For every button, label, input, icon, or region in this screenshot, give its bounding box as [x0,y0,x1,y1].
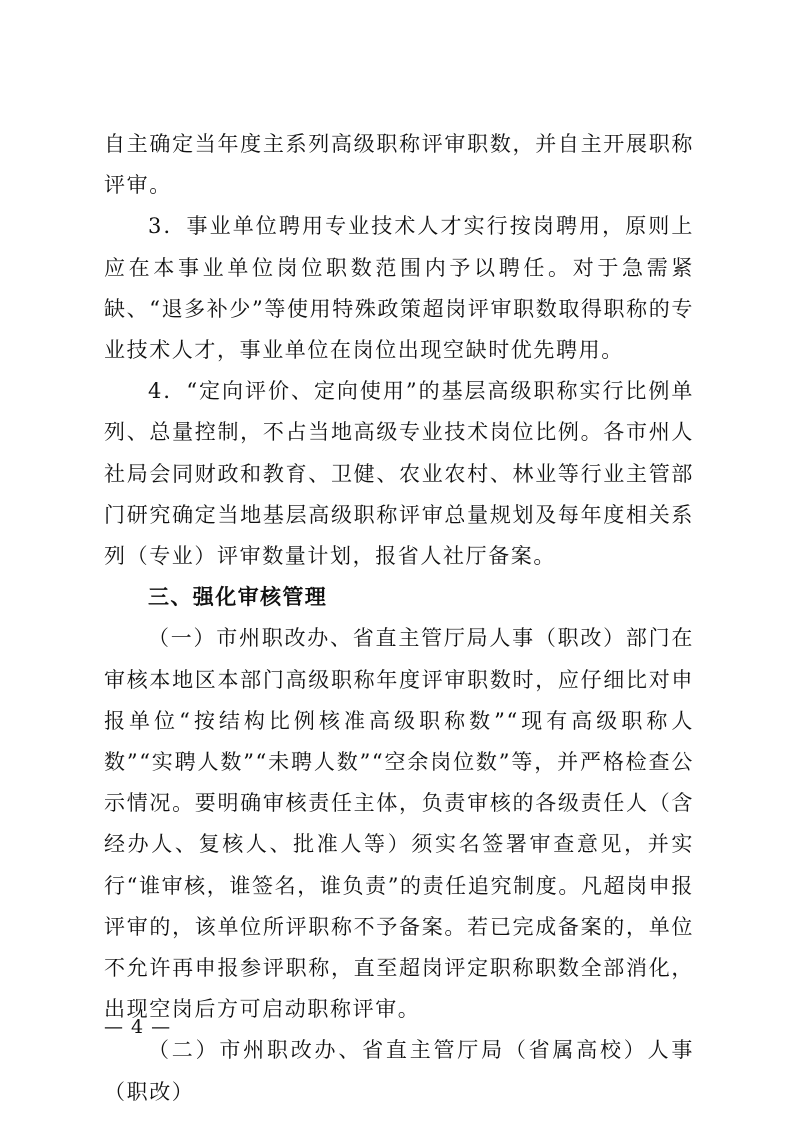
paragraph-continuation: 自主确定当年度主系列高级职称评审职数，并自主开展职称评审。 [104,132,694,198]
paragraph-sub-1: （一）市州职改办、省直主管厅局人事（职改）部门在审核本地区本部门高级职称年度评审职数时，应仔细比对申报单位“按结构比例核准高级职称数”“现有高级职称人数”“实聘人数”“未聘人数”“空余岗位数”等，并严格检查公示情况。要明确审核责任主体，负责审核的各级责任人（含经办人、复核人、批准人等）须实名签署审查意见，并实行“谁审核，谁签名，谁负责”的责任追究制度。凡超岗申报评审的，该单位所评职称不予备案。若已完成备案的，单位不允许再申报参评职称，直至超岗评定职称职数全部消化，出现空岗后方可启动职称评审。 [104,626,694,1022]
paragraph-item-4: 4．“定向评价、定向使用”的基层高级职称实行比例单列、总量控制，不占当地高级专业技术岗位比例。各市州人社局会同财政和教育、卫健、农业农村、林业等行业主管部门研究确定当地基层高级职称评审总量规划及每年度相关系列（专业）评审数量计划，报省人社厅备案。 [104,379,694,569]
section-heading: 三、强化审核管理 [148,585,328,610]
paragraph-sub-2: （二）市州职改办、省直主管厅局（省属高校）人事（职改） [104,1038,694,1104]
paragraph-item-3: 3．事业单位聘用专业技术人才实行按岗聘用，原则上应在本事业单位岗位职数范围内予以聘任。对于急需紧缺、“退多补少”等使用特殊政策超岗评审职数取得职称的专业技术人才，事业单位在岗位出现空缺时优先聘用。 [104,214,694,363]
document-body [104,124,694,1113]
page-number: — 4 — [104,1016,172,1038]
